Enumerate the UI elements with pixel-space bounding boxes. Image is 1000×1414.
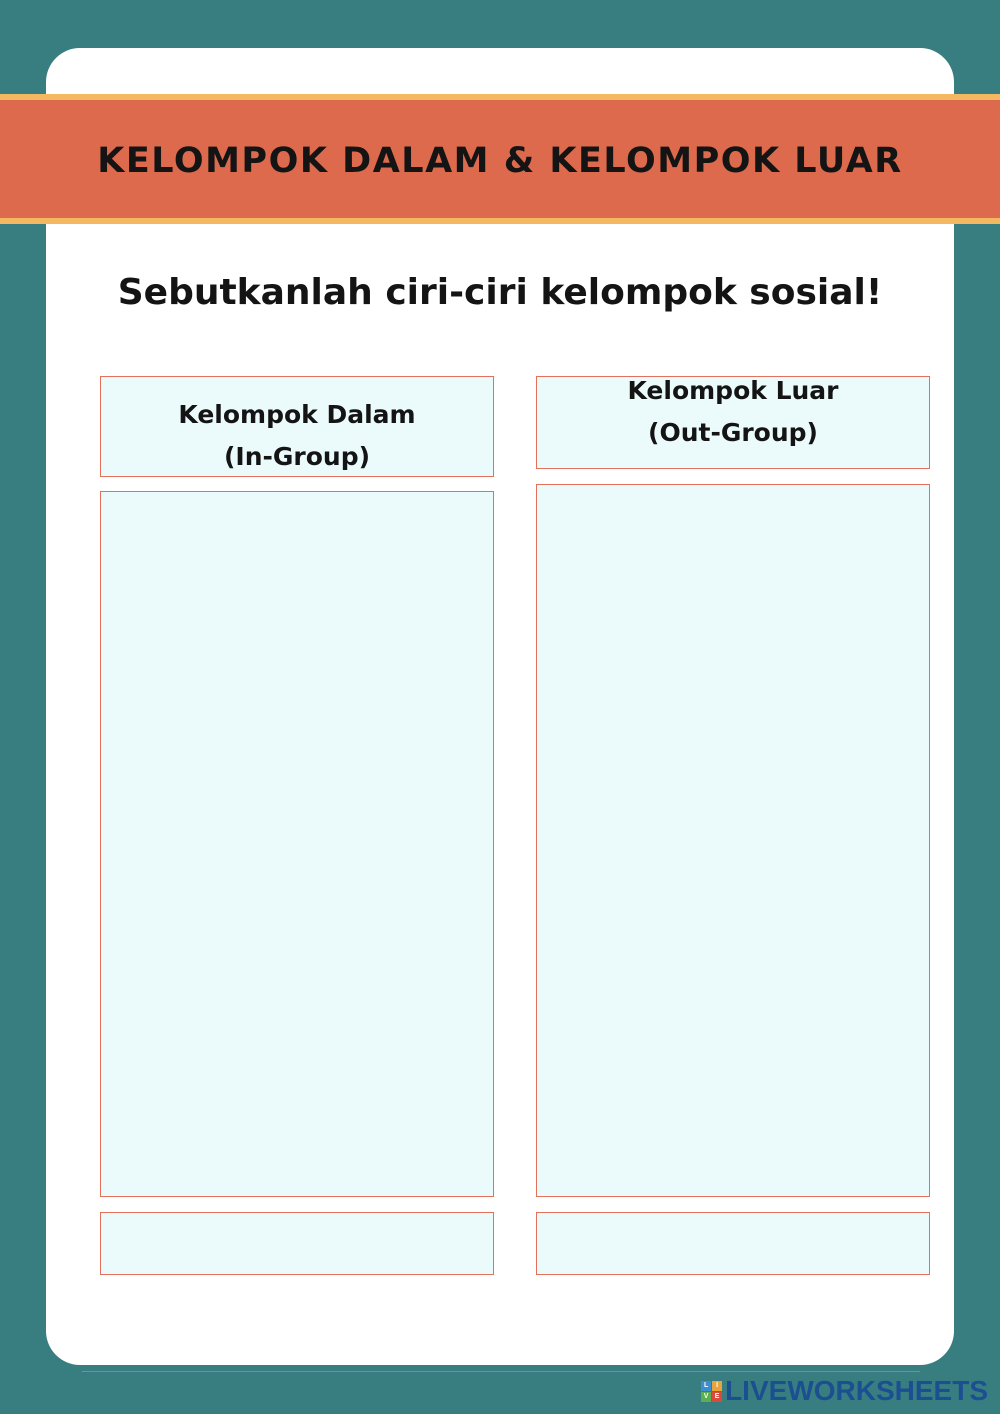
out-group-header-box — [536, 376, 930, 469]
in-group-header-line2: (In-Group) — [223, 442, 371, 471]
in-group-header-line1: Kelompok Dalam — [178, 400, 416, 429]
logo-letter-v: V — [701, 1392, 711, 1402]
liveworksheets-logo[interactable] — [701, 1374, 988, 1408]
in-group-summary-field[interactable] — [100, 1212, 494, 1275]
logo-letter-e: E — [712, 1392, 722, 1402]
logo-letter-l: L — [701, 1381, 711, 1391]
out-group-header-line2: (Out-Group) — [648, 418, 818, 447]
footer-divider — [82, 1371, 920, 1372]
liveworksheets-icon — [701, 1381, 722, 1402]
logo-letter-i: I — [712, 1381, 722, 1391]
out-group-header-line1: Kelompok Luar — [627, 376, 839, 405]
in-group-answer-field[interactable] — [100, 491, 494, 1197]
out-group-summary-field[interactable] — [536, 1212, 930, 1275]
brand-name: LIVEWORKSHEETS — [725, 1375, 988, 1406]
in-group-header-box — [100, 376, 494, 477]
worksheet-title: KELOMPOK DALAM & KELOMPOK LUAR — [97, 141, 903, 181]
out-group-answer-field[interactable] — [536, 484, 930, 1197]
title-banner — [0, 94, 1000, 224]
instruction-text: Sebutkanlah ciri-ciri kelompok sosial! — [117, 272, 883, 313]
